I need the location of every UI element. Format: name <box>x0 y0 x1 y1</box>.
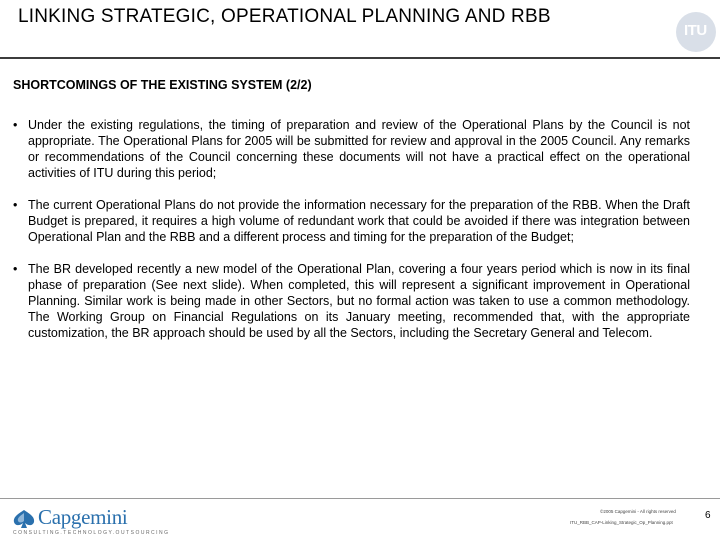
slide-title: LINKING STRATEGIC, OPERATIONAL PLANNING AND RBB <box>18 6 551 27</box>
section-subtitle: SHORTCOMINGS OF THE EXISTING SYSTEM (2/2) <box>13 78 312 92</box>
footer-divider <box>0 498 720 499</box>
itu-logo-text: ITU <box>684 22 707 39</box>
title-divider <box>0 57 720 59</box>
bullet-text: Under the existing regulations, the timing of preparation and review of the Operational Plans by the Council is not appropriate. The Operational Plans for 2005 will be submitted for review and approval in the 2005 Council. Any remarks or recommendations of the Council concerning these documents will not have a practical effect on the operational activities of ITU during this period; <box>28 118 690 180</box>
bullet-item <box>13 261 690 341</box>
bullet-text: The current Operational Plans do not provide the information necessary for the preparation of the RBB. When the Draft Budget is prepared, it requires a high volume of redundant work that could be avoided if there was integration between Operational Plan and the RBB and a different process and timing for the preparation of the Budget; <box>28 198 690 244</box>
capgemini-spade-icon <box>11 508 37 530</box>
bullet-item <box>13 197 690 245</box>
capgemini-tagline: CONSULTING.TECHNOLOGY.OUTSOURCING <box>13 530 170 536</box>
capgemini-wordmark: Capgemini <box>38 505 128 529</box>
file-path: ITU_RBB_CAP-Linking_Strategic_Op_Planning.ppt <box>570 520 673 525</box>
copyright-notice: ©2005 Capgemini - All rights reserved <box>600 509 676 514</box>
bullet-marker: • <box>13 118 18 132</box>
bullet-text: The BR developed recently a new model of the Operational Plan, covering a four years period which is now in its final phase of preparation (See next slide). When completed, this will represent a significant improvement in Operational Planning. Similar work is being made in other Sectors, but no formal action was taken to use a common methodology. The Working Group on Financial Regulations on its January meeting, recommended that, with the appropriate customization, the BR approach should be used by all the Sectors, including the Secretary General and Telecom. <box>28 262 690 340</box>
bullet-marker: • <box>13 262 18 276</box>
bullet-list <box>13 117 690 357</box>
bullet-item <box>13 117 690 181</box>
bullet-marker: • <box>13 198 18 212</box>
itu-logo <box>676 12 716 52</box>
page-number: 6 <box>705 510 711 521</box>
